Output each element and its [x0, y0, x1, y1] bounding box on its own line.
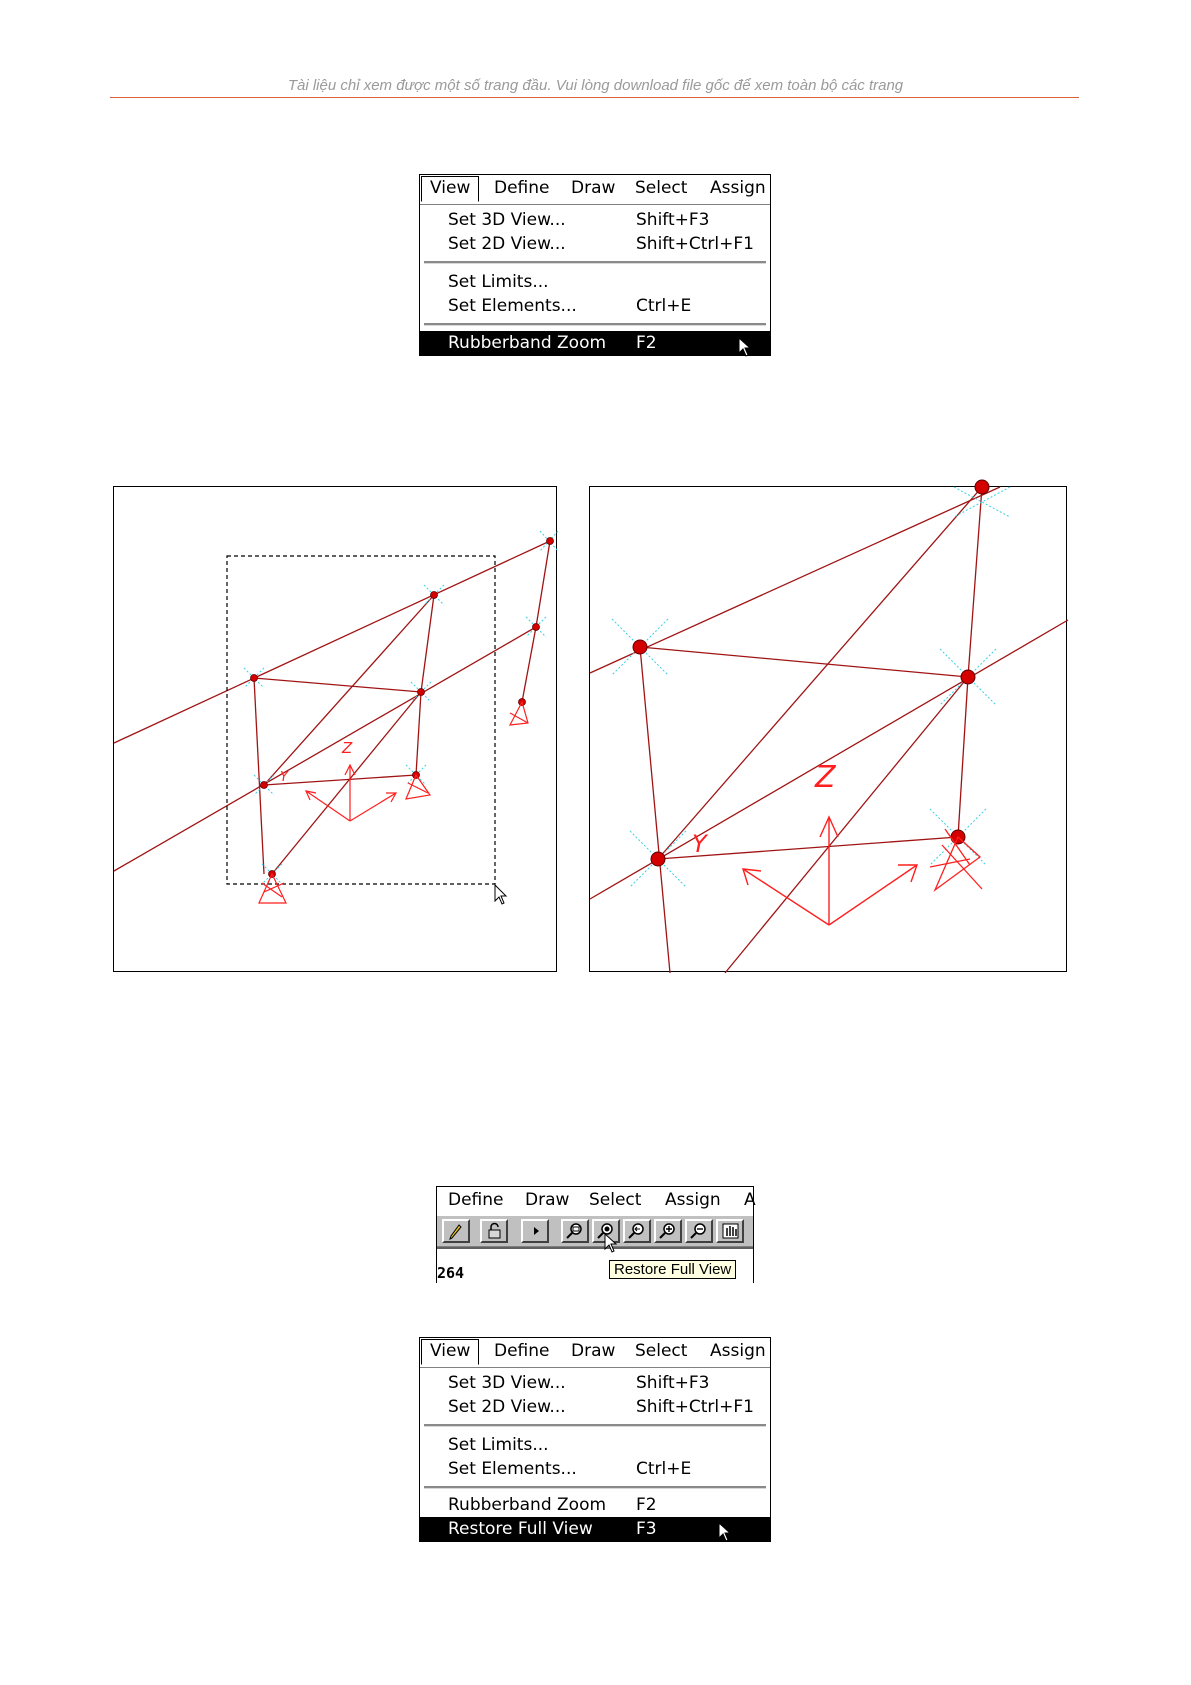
menu-view[interactable]: View: [421, 176, 479, 202]
menu-bar-divider: [420, 1367, 770, 1368]
pan-icon: [720, 1222, 740, 1240]
model-view-before-zoom[interactable]: [113, 486, 557, 972]
menu-item-set-elements[interactable]: [420, 294, 770, 318]
menu-item-shortcut: Shift+Ctrl+F1: [636, 234, 754, 254]
rubberband-selection-box: [227, 556, 495, 884]
supports: [259, 702, 528, 903]
edit-button[interactable]: [442, 1219, 470, 1243]
pencil-icon: [446, 1222, 466, 1240]
tooltip: Restore Full View: [609, 1260, 736, 1279]
menu-item-set-elements[interactable]: [420, 1457, 770, 1481]
menu-item-label: Set Limits...: [448, 272, 549, 292]
menu-item-shortcut: Shift+F3: [636, 1373, 710, 1393]
previous-zoom-button[interactable]: [623, 1219, 651, 1243]
nodes: [633, 480, 989, 866]
menu-draw[interactable]: Draw: [571, 1341, 616, 1361]
menu-item-set-3d-view[interactable]: [420, 1371, 770, 1395]
menu-item-set-limits[interactable]: [420, 1433, 770, 1457]
mouse-cursor-icon: [738, 337, 754, 357]
axis-label-z: Z: [815, 760, 836, 795]
axis-label-y: Y: [692, 830, 707, 858]
zoom-in-icon: [658, 1222, 678, 1240]
menu-bar: [437, 1187, 756, 1215]
menu-draw[interactable]: Draw: [525, 1190, 570, 1210]
menu-item-shortcut: F3: [636, 1519, 657, 1539]
nodes: [251, 538, 554, 878]
toolbar-snippet: [436, 1186, 754, 1283]
download-notice: Tài liệu chỉ xem được một số trang đầu. Vui lòng download file gốc để xem toàn bộ các trang: [287, 77, 904, 94]
menu-item-shortcut: Shift+F3: [636, 210, 710, 230]
frame-lines: [114, 541, 550, 874]
menu-item-set-3d-view[interactable]: [420, 208, 770, 232]
menu-assign[interactable]: Assign: [665, 1190, 721, 1210]
play-icon: [525, 1222, 545, 1240]
menu-assign[interactable]: Assign: [710, 178, 766, 198]
snap-markers: [612, 487, 1010, 887]
mouse-cursor-icon: [718, 1522, 734, 1542]
previous-zoom-icon: [627, 1222, 647, 1240]
menu-select[interactable]: Select: [635, 178, 688, 198]
menu-item-set-limits[interactable]: [420, 270, 770, 294]
menu-item-label: Set Limits...: [448, 1435, 549, 1455]
menu-item-shortcut: F2: [636, 1495, 657, 1515]
menu-select[interactable]: Select: [635, 1341, 688, 1361]
rubberband-zoom-button[interactable]: [561, 1219, 589, 1243]
run-button[interactable]: [521, 1219, 549, 1243]
coordinate-readout: 264: [437, 1264, 465, 1282]
menu-item-shortcut: Shift+Ctrl+F1: [636, 1397, 754, 1417]
menu-define[interactable]: Define: [448, 1190, 504, 1210]
menu-define[interactable]: Define: [494, 178, 550, 198]
menu-assign[interactable]: Assign: [710, 1341, 766, 1361]
menu-separator: [424, 1486, 766, 1489]
menu-separator: [424, 323, 766, 326]
menu-item-shortcut: F2: [636, 333, 657, 353]
header-rule: [110, 97, 1079, 98]
snap-markers: [244, 531, 558, 884]
menu-item-set-2d-view[interactable]: [420, 1395, 770, 1419]
menu-separator: [424, 1424, 766, 1427]
toolbar: [437, 1215, 753, 1247]
menu-item-label: Set 3D View...: [448, 210, 566, 230]
menu-item-label: Rubberband Zoom: [448, 333, 607, 353]
menu-item-label: Restore Full View: [448, 1519, 593, 1539]
menu-item-label: Set 3D View...: [448, 1373, 566, 1393]
menu-item-label: Set Elements...: [448, 296, 577, 316]
menu-analyze[interactable]: A: [744, 1190, 756, 1210]
pan-button[interactable]: [716, 1219, 744, 1243]
menu-item-shortcut: Ctrl+E: [636, 1459, 692, 1479]
mouse-cursor-icon: [604, 1233, 620, 1253]
menu-item-rubberband-zoom[interactable]: [420, 1493, 770, 1517]
menu-item-shortcut: Ctrl+E: [636, 296, 692, 316]
view-menu-rubberband: [419, 174, 771, 356]
menu-bar: [420, 175, 770, 205]
axis-label-y: Y: [280, 770, 288, 785]
mouse-cursor-icon: [495, 885, 506, 904]
zoom-out-button[interactable]: [685, 1219, 713, 1243]
model-view-after-zoom[interactable]: [589, 486, 1067, 972]
axis-label-z: Z: [342, 739, 353, 757]
view-menu-restore: [419, 1337, 771, 1542]
lock-icon: [484, 1222, 504, 1240]
menu-item-label: Set 2D View...: [448, 1397, 566, 1417]
zoom-in-button[interactable]: [654, 1219, 682, 1243]
menu-bar-divider: [420, 204, 770, 205]
menu-item-rubberband-zoom[interactable]: [420, 331, 770, 355]
lock-button[interactable]: [480, 1219, 508, 1243]
global-axes: [306, 765, 396, 821]
menu-select[interactable]: Select: [589, 1190, 642, 1210]
menu-draw[interactable]: Draw: [571, 178, 616, 198]
status-bar: [437, 1247, 753, 1285]
zoom-out-icon: [689, 1222, 709, 1240]
menu-item-set-2d-view[interactable]: [420, 232, 770, 256]
menu-separator: [424, 261, 766, 264]
menu-item-label: Set 2D View...: [448, 234, 566, 254]
menu-define[interactable]: Define: [494, 1341, 550, 1361]
rubberband-zoom-icon: [565, 1222, 585, 1240]
menu-bar: [420, 1338, 770, 1368]
menu-item-label: Rubberband Zoom: [448, 1495, 607, 1515]
global-axes: [743, 817, 917, 925]
menu-view[interactable]: View: [421, 1339, 479, 1365]
menu-item-label: Set Elements...: [448, 1459, 577, 1479]
